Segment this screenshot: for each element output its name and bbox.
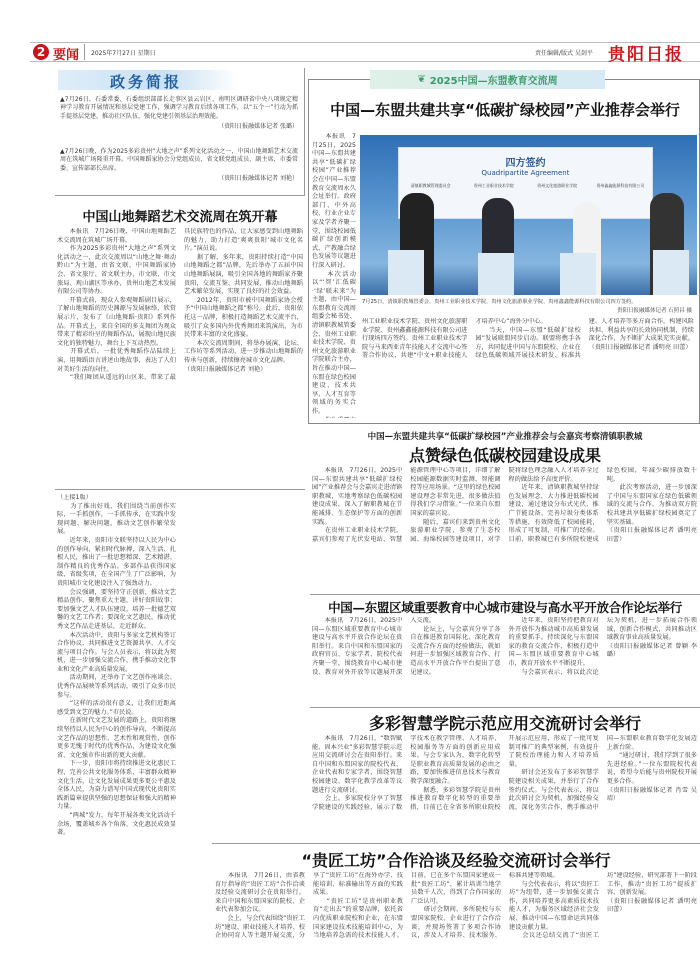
- podium: [560, 253, 596, 295]
- story3-headline: 中国—东盟区域重要教育中心城市建设与高水平开放合作论坛举行: [328, 600, 682, 615]
- brief-credit: （贵阳日报融媒体记者 刘艳）: [218, 175, 298, 183]
- briefs-title: 政务简报: [110, 73, 183, 91]
- story2-body: 本报讯 7月26日，2025中国—东盟共建共享“低碳扩绿校园”产业推荐会与会嘉宾走进清镇职教城，实地考察绿色低碳校园建设成果，深入了解职教城在节能减排、生态保护等方面的创新实践。 在贵州工业职业技术学院，嘉宾们参观了光伏发电站、智慧能源管理中心等项目，详细了解校园能源数据实时监测、智能调控等应用场景。“这里的绿色校园建设理念非常先进，很多做法值得我们学习借鉴。”一位来自东盟国家的嘉宾说。 随后，嘉宾们来到贵州文化旅游职业学院，参观了生态校园、海绵校园等建设项目，对学院将绿色理念融入人才培养全过程的做法给予高度评价。 近年来，清镇职教城坚持绿色发展理念，大力推进低碳校园建设，通过建设分布式光伏、推广节能设备、完善垃圾分类体系等措施，有效降低了校园能耗，形成了可复制、可推广的经验。目前，职教城已有多所院校建成绿色校园，年减少碳排放数千吨。 此次考察活动，进一步加深了中国与东盟国家在绿色低碳领域的交流与合作，为推动双方院校共建共享低碳扩绿校园奠定了坚实基础。 （贵阳日报融媒体记者 潘明亮 田蕾）: [312, 467, 697, 543]
- party-names: [399, 183, 652, 189]
- signing-board: [398, 147, 653, 219]
- continued-body-tail: [57, 842, 207, 974]
- divider: [310, 707, 700, 708]
- podium: [478, 253, 514, 295]
- party-name: 贵州鑫鑫能源科技有限公司: [596, 183, 645, 188]
- brief-credit: （贵阳日报融媒体记者 张璐）: [218, 123, 298, 131]
- main-side-body: 本报讯 7月25日，2025中国—东盟共建共享“低碳扩绿校园”产业推荐会在中国—东盟教育交流周永久会址举行。政府部门、中外高校、行业企业专家及学者齐聚一堂，围绕校园低碳扩绿创新模式、产教融合绿色发展等议题进行深入研讨。 本次活动以“‘智’汇低碳·‘绿’联未来”为主题，由中国—东盟教育交流周组委会秘书处、清镇职教城管委会、贵州工业职业技术学院、贵州文化旅游职业学院联合主办，旨在推动中国—东盟在绿色校园建设、技术共享、人才互育等领域的务实合作。: [312, 133, 356, 415]
- dance-body: 本报讯 7月26日晚，中国山地舞蹈艺术交流周在筑城广场开幕。 作为2025多彩贵州“大地之声”系列文化活动之一，此次交流周以“山地之舞·舞动黔山”为主题，由省文联、中国舞蹈家协会、省文旅厅、省文联主办，市文联、市文旅局、观山湖区等承办，贵州山地艺术发展有限公司等协办。 开幕式前，现众人参观舞蹈剧目展示，了解山地舞蹈的历史渊源与发展脉络，欣赏展示片，发布了《山地舞蹈·贵阳》系列作品。开幕式上，来自全国的多支舞团为观众带来了精彩纷呈的舞蹈作品，展现山地民族文化的独特魅力，舞台上下互动热烈。 开幕式后，一批优秀舞蹈作品陆续上演，用舞蹈语言讲述山地故事，表达了人们对美好生活的向往。 “我们舞团从遥远的山区来，带来了最具民族特色的作品，让大家感受到山地舞蹈的魅力，助力打造‘爽爽贵阳’城市文化名片。”演员说。 据了解，多年来，贵阳持续打造“中国山地舞蹈之都”品牌，先后举办了五届中国山地舞蹈展演，吸引全国各地的舞蹈家齐聚贵阳，交流互鉴、共同发展，推动山地舞蹈艺术繁荣发展，实现了良好的社会效益。 2012年，贵阳市被中国舞蹈家协会授予“中国山地舞蹈之都”称号。此后，贵阳依托这一品牌，积极打造舞蹈艺术交流平台，吸引了众多国内外优秀舞团来筑演出，为市民带来丰富的文化盛宴。 本次交流周期间，将举办展演、论坛、工作坊等系列活动，进一步推动山地舞蹈的传承与创新，持续擦亮城市文化品牌。 （贵阳日报融媒体记者 刘艳）: [57, 228, 303, 382]
- party-name: 贵州工业职业技术学院: [473, 183, 514, 188]
- header-divider: [84, 44, 85, 60]
- party-name: 贵州文化旅游职业学院: [537, 183, 578, 188]
- divider: [55, 489, 305, 490]
- story5-body: 本报讯 7月26日，由省教育厅指导的“贵匠工坊”合作洽谈及经验交流研讨会在贵阳举行。来自中国和东盟国家的院校、企业代表参加会议。 会上，与会代表围绕“贵匠工坊”建设、职业技能人才培养、校企协同育人等主题开展交流，分享了“贵匠工坊”在海外办学、技能培训、标准输出等方面的实践成果。 “贵匠工坊”是贵州职业教育“走出去”的重要品牌，依托省内优质职业院校和企业，在东盟国家建设技术技能培训中心，为当地培养急需的技术技能人才。目前，已在多个东盟国家建成一批“贵匠工坊”，累计培训当地学员数千人次，得到了合作国家的广泛认可。 研讨会期间，多所院校与东盟国家院校、企业进行了合作洽谈，并现场签署了多项合作协议，涉及人才培养、技术服务、标准共建等领域。 与会代表表示，将以“贵匠工坊”为纽带，进一步加强交流合作，共同培养更多高素质技术技能人才，为服务区域经济社会发展、推动中国—东盟命运共同体建设贡献力量。 会议还总结交流了“贵匠工坊”建设经验，研究部署下一阶段工作，推动“贵匠工坊”提质扩容、创新发展。 （贵阳日报融媒体记者 潘明亮 田蕾）: [215, 872, 697, 940]
- story2-headline: 点赞绿色低碳校园建设成果: [408, 446, 601, 465]
- divider: [310, 594, 700, 595]
- signing-photo: [360, 135, 697, 295]
- brief-item: [60, 148, 298, 182]
- story5-headline: “贵匠工坊”合作洽谈及经验交流研讨会举行: [301, 851, 611, 870]
- photo-credit: 贵阳日报融媒体记者 石照昌 摄: [617, 308, 692, 314]
- story3-body: 本报讯 7月26日，2025中国—东盟区域重要教育中心城市建设与高水平开放合作论坛在贵阳举行。来自中国和东盟国家的政府官员、专家学者、院校代表齐聚一堂，围绕教育中心城市建设、教育对外开放等议题展开深入交流。 论坛上，与会嘉宾分享了各自在推进教育国际化、深化教育交流合作方面的经验做法，就如何进一步加强区域教育合作、打造高水平开放合作平台提出了意见建议。 近年来，贵阳坚持把教育对外开放作为推动城市高质量发展的重要抓手，持续深化与东盟国家的教育交流合作，积极打造中国—东盟区域重要教育中心城市，教育开放水平不断提升。 与会嘉宾表示，将以此次论坛为契机，进一步拓展合作领域，创新合作模式，共同推动区域教育事业高质量发展。 （贵阳日报融媒体记者 曾颖 李璐）: [312, 617, 697, 676]
- continued-body: （上接1版） 为了推出好戏，我们围绕当前创作实际，一手抓创作，一手抓传承，在实践中发现问题、解决问题，推动文艺创作繁荣发展。 近年来，贵阳市文联坚持以人民为中心的创作导向，紧扣时代脉搏，深入生活、扎根人民，推出了一批思想精深、艺术精湛、制作精良的优秀作品。多部作品获得国家级、省级奖项，在全国产生了广泛影响，为贵阳城市文化建设注入了强劲动力。 会议强调，要坚持守正创新，推动文艺精品创作，聚焦重大主题，讲好贵阳故事；要加强文艺人才队伍建设，培养一批德艺双馨的文艺工作者；要深化文艺惠民，推动优秀文艺作品走进基层、走近群众。 本次活动中，贵阳与多家文艺机构签订合作协议，共同推进文艺资源共享、人才交流与项目合作。与会人员表示，将以此为契机，进一步加强交流合作，携手推动文化事业和文化产业高质量发展。 活动期间，还举办了文艺创作座谈会、优秀作品展映等系列活动，吸引了众多市民参与。 “这样的活动很有意义，让我们近距离感受到文艺的魅力。”市民说。 在新时代文艺发展的道路上，贵阳将继续坚持以人民为中心的创作导向，不断提高文艺作品的思想性、艺术性和观赏性，创作更多无愧于时代的优秀作品，为建设文化强省、文化强市作出新的更大贡献。 下一步，贵阳市将持续推进文化惠民工程，完善公共文化服务体系，丰富群众精神文化生活，让文化发展成果更多更公平惠及全体人民，为奋力谱写中国式现代化贵阳实践新篇章提供坚强的思想保证和强大的精神力量。 “两城”发力，每年开展各类文化活动千余场，覆盖城乡各个角落，文化惠民成效显著。: [57, 494, 176, 837]
- newspaper-logo: 贵阳日报: [608, 45, 684, 65]
- story4-body: 本报讯 7月26日，“数智赋能、固本兴业”多彩智慧学院示范应用交流研讨会在贵阳举行。来自中国和东盟国家的院校代表、企业代表和专家学者，围绕智慧校园建设、数字化教学改革等议题进行交流研讨。 会上，多家院校分享了智慧学院建设的实践经验，展示了数字技术在教学管理、人才培养、校园服务等方面的创新应用成果。与会专家认为，数字化转型是职业教育高质量发展的必由之路，要加快推进信息技术与教育教学深度融合。 据悉，多彩智慧学院是贵州推进教育数字化转型的重要举措，目前已在全省多所职业院校开展示范应用，形成了一批可复制可推广的典型案例，有效提升了院校治理能力和人才培养质量。 研讨会还发布了多彩智慧学院建设相关成果，并举行了合作签约仪式。与会代表表示，将以此次研讨会为契机，加强经验交流，深化务实合作，携手推动中国—东盟职业教育数字化发展迈上新台阶。 “通过研讨，我们学到了很多先进经验。”一位东盟院校代表说，希望今后能与贵州院校开展更多合作。 （贵阳日报融媒体记者 肖雪 吴靖）: [312, 735, 697, 811]
- page-number-badge: 2: [33, 44, 49, 60]
- story4-headline: 多彩智慧学院示范应用交流研讨会举行: [368, 714, 641, 733]
- main-headline: 中国—东盟共建共享“低碳扩绿校园”产业推荐会举行: [330, 101, 680, 119]
- section-name: 要闻: [53, 48, 80, 63]
- podium: [653, 250, 689, 295]
- party-name: 清镇职教城管理委员会: [410, 183, 451, 188]
- brief-text: ▲7月26日晚，作为2025多彩贵州“大地之声”系列文化活动之一，中国山地舞蹈艺术交流周在筑城广场隆重开幕。中国舞蹈家协会分党组成员，省文联党组成员、副主席，市委常委、宣传部部长出席。: [60, 148, 298, 172]
- dance-headline: 中国山地舞蹈艺术交流周在筑开幕: [82, 210, 278, 225]
- event-banner: [370, 70, 605, 89]
- issue-date: 2025年7月27日 星期日: [91, 50, 156, 57]
- story2-kicker: 中国—东盟共建共享“低碳扩绿校园”产业推荐会与会嘉宾考察清镇职教城: [367, 432, 643, 442]
- event-banner-text: 2025中国—东盟教育交流周: [429, 76, 558, 87]
- photo-caption: 7月25日，清镇职教城管委会、贵州工业职业技术学院、贵州文化旅游职业学院、贵州鑫鑫能源科技有限公司四方签约。: [362, 299, 637, 305]
- main-body: 州工业职业技术学院、贵州文化旅游职业学院、贵州鑫鑫能源科技有限公司进行现场四方签约。贵州工业职业技术学院与马来西亚青年技能人才交流中心签署合作协议，共建“中文+职业技能人才培养中心”海外分中心。 当天，中国—东盟“低碳扩绿校园”发展联盟同步启动。联盟将携手各方，共同促进中国与东盟院校、企业在绿色低碳领域开展技术研发、标准共建、人才培养等多方面合作，构建风险共担、利益共享的长效协同机制，持续深化合作，为不断扩大成果充实贡献。 （贵阳日报融媒体记者 潘明亮 田蕾）: [362, 318, 694, 360]
- divider: [212, 843, 700, 844]
- leaf-icon: ❦: [417, 74, 426, 85]
- brief-text: ▲7月26日，石委常委、石委组织部部长走事区县云岩区、南明区调研省中央八项规定精神学习教育开展情况和基层党建工作，强调学习教育后续各项工作，以“五个一”行动为抓手提基层党建，推动社区队伍，强化党建引领基层治理效能。: [60, 96, 298, 120]
- podium: [388, 250, 424, 295]
- editor-credit: 责任编辑/版式 吴剑平: [535, 50, 593, 57]
- sign-subtitle: Quadripartite Agreement: [481, 169, 570, 177]
- sign-title: 四方签约: [505, 158, 546, 169]
- brief-item: [60, 96, 298, 130]
